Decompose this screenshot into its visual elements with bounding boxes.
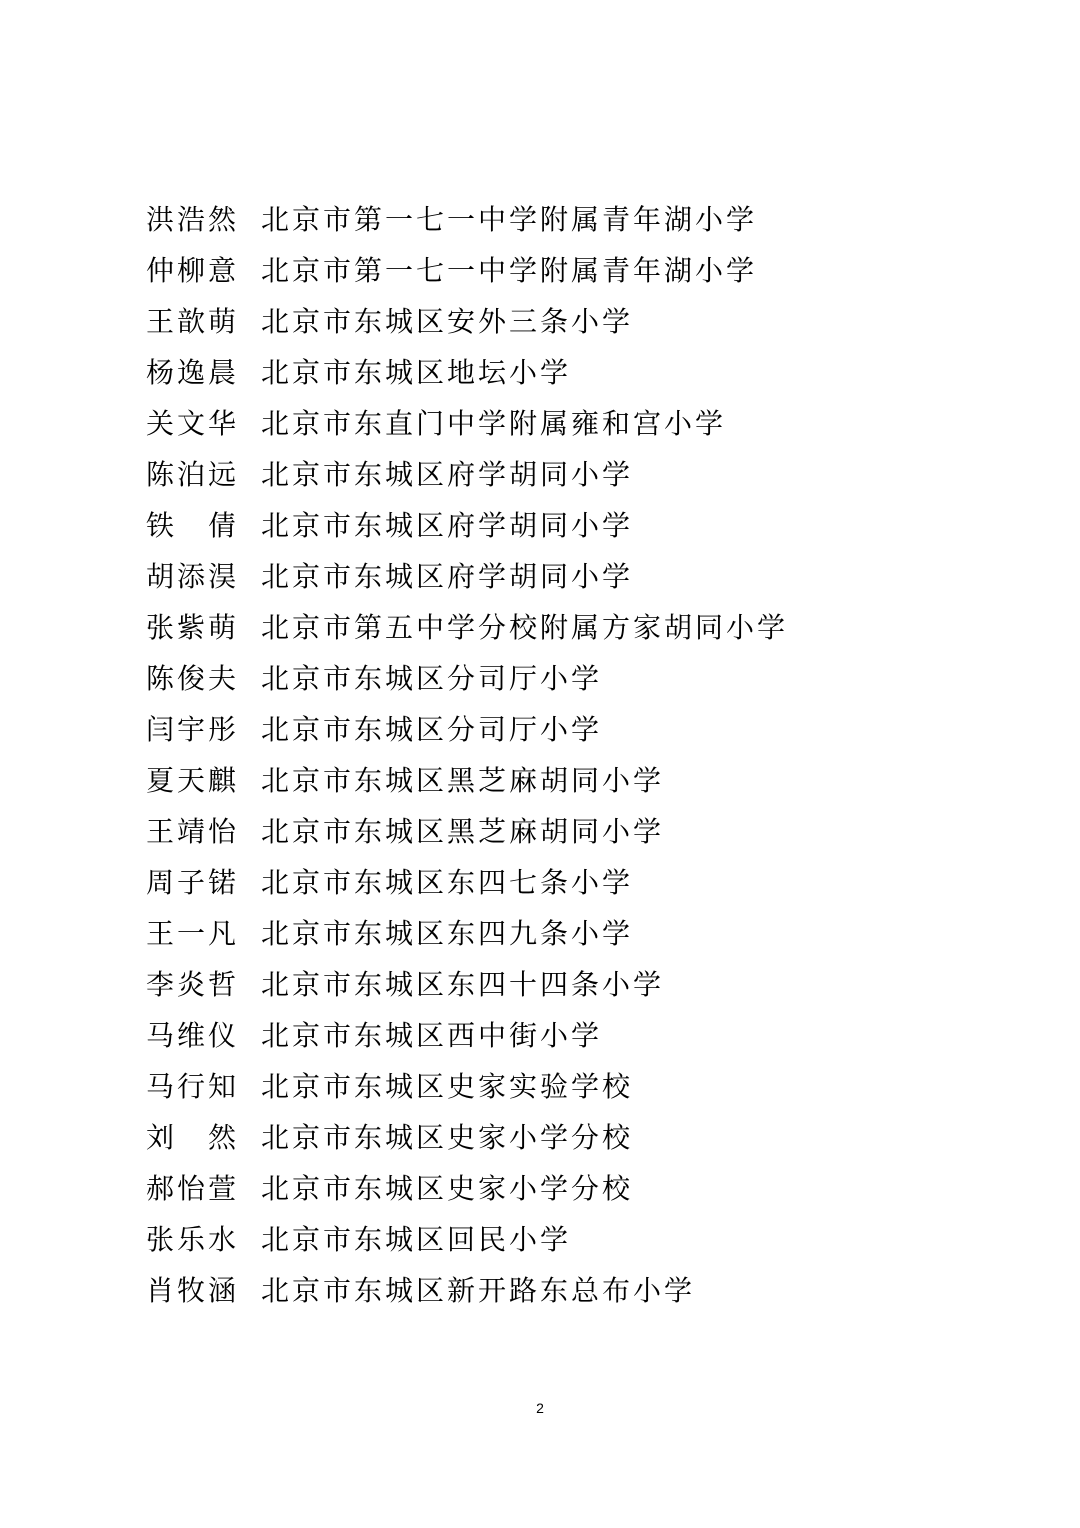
list-item	[146, 347, 946, 398]
school-name: 北京市东城区西中街小学	[261, 1019, 603, 1052]
student-name: 闫宇彤	[146, 713, 240, 746]
school-name: 北京市第五中学分校附属方家胡同小学	[261, 611, 789, 644]
student-name: 王靖怡	[146, 815, 240, 848]
student-name: 郝怡萱	[146, 1172, 240, 1205]
school-name: 北京市东城区史家小学分校	[261, 1172, 634, 1205]
school-name: 北京市东城区府学胡同小学	[261, 458, 634, 491]
school-name: 北京市东城区史家小学分校	[261, 1121, 634, 1154]
student-name: 张紫萌	[146, 611, 240, 644]
student-name: 关文华	[146, 407, 240, 440]
student-name: 李炎哲	[146, 968, 240, 1001]
list-item	[146, 908, 946, 959]
school-name: 北京市第一七一中学附属青年湖小学	[261, 254, 758, 287]
school-name: 北京市东直门中学附属雍和宫小学	[261, 407, 727, 440]
list-item	[146, 1214, 946, 1265]
student-name: 洪浩然	[146, 203, 240, 236]
school-name: 北京市东城区新开路东总布小学	[261, 1274, 696, 1307]
list-item	[146, 653, 946, 704]
student-name: 刘 然	[146, 1121, 240, 1154]
list-item	[146, 296, 946, 347]
list-item	[146, 245, 946, 296]
student-name: 肖牧涵	[146, 1274, 240, 1307]
student-name: 陈俊夫	[146, 662, 240, 695]
list-item	[146, 806, 946, 857]
school-name: 北京市第一七一中学附属青年湖小学	[261, 203, 758, 236]
student-name: 陈泊远	[146, 458, 240, 491]
student-name: 胡添淏	[146, 560, 240, 593]
list-item	[146, 959, 946, 1010]
list-item	[146, 857, 946, 908]
student-name: 周子锘	[146, 866, 240, 899]
list-item	[146, 1163, 946, 1214]
list-item	[146, 602, 946, 653]
school-name: 北京市东城区黑芝麻胡同小学	[261, 764, 665, 797]
school-name: 北京市东城区东四七条小学	[261, 866, 634, 899]
list-item	[146, 755, 946, 806]
student-name: 夏天麒	[146, 764, 240, 797]
list-item	[146, 551, 946, 602]
school-name: 北京市东城区分司厅小学	[261, 662, 603, 695]
list-item	[146, 704, 946, 755]
student-name: 铁 倩	[146, 509, 240, 542]
list-item	[146, 1010, 946, 1061]
school-name: 北京市东城区安外三条小学	[261, 305, 634, 338]
school-name: 北京市东城区黑芝麻胡同小学	[261, 815, 665, 848]
list-item	[146, 1061, 946, 1112]
list-item	[146, 398, 946, 449]
school-name: 北京市东城区东四十四条小学	[261, 968, 665, 1001]
school-name: 北京市东城区东四九条小学	[261, 917, 634, 950]
school-name: 北京市东城区府学胡同小学	[261, 560, 634, 593]
list-item	[146, 194, 946, 245]
page-number: 2	[536, 1400, 544, 1416]
student-name: 杨逸晨	[146, 356, 240, 389]
list-item	[146, 500, 946, 551]
student-name: 仲柳意	[146, 254, 240, 287]
list-item	[146, 1112, 946, 1163]
student-name: 王一凡	[146, 917, 240, 950]
school-name: 北京市东城区府学胡同小学	[261, 509, 634, 542]
student-name: 马行知	[146, 1070, 240, 1103]
school-name: 北京市东城区分司厅小学	[261, 713, 603, 746]
school-name: 北京市东城区回民小学	[261, 1223, 572, 1256]
student-name: 张乐水	[146, 1223, 240, 1256]
student-name: 马维仪	[146, 1019, 240, 1052]
name-list	[146, 194, 946, 1316]
list-item	[146, 1265, 946, 1316]
school-name: 北京市东城区地坛小学	[261, 356, 572, 389]
school-name: 北京市东城区史家实验学校	[261, 1070, 634, 1103]
list-item	[146, 449, 946, 500]
student-name: 王歆萌	[146, 305, 240, 338]
